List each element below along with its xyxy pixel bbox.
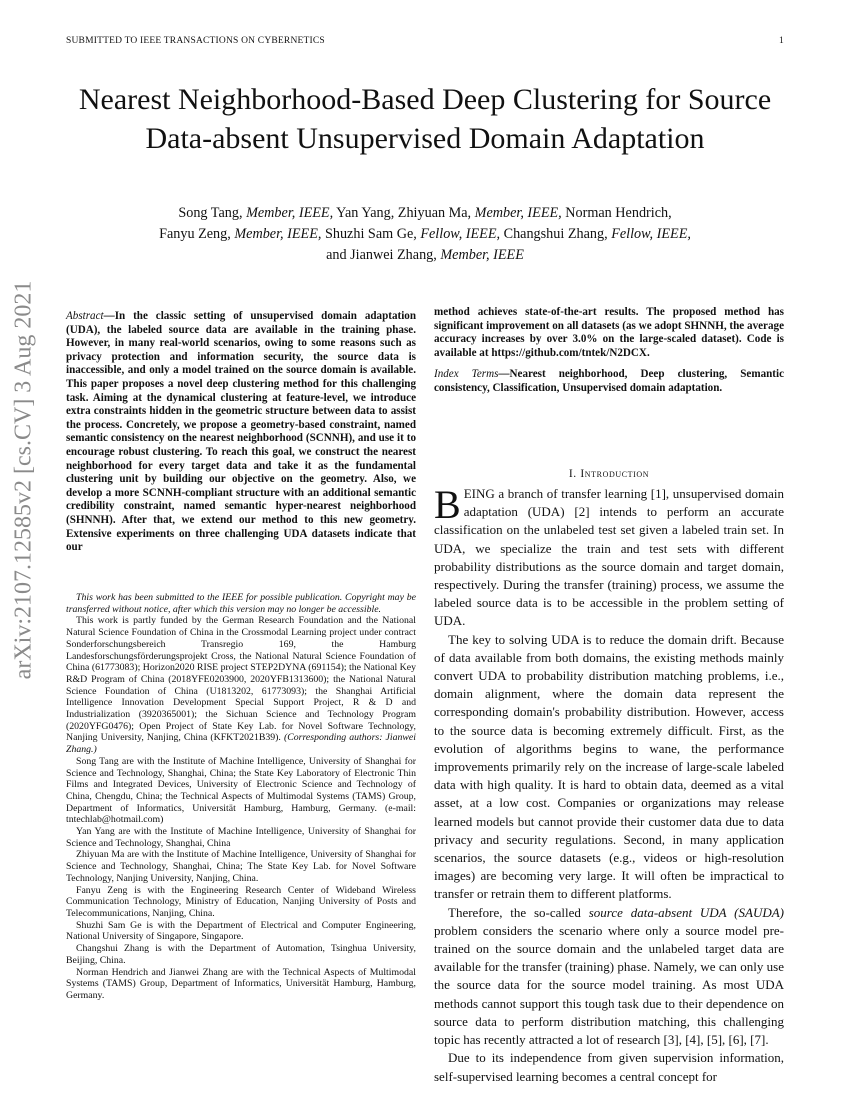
author-line-1 [80,203,770,224]
author-text: Changshui Zhang, [500,226,612,242]
page-number: 1 [779,36,784,46]
author-text: Shuzhi Sam Ge, [321,226,421,242]
author-text: Norman Hendrich, [561,205,672,221]
footnote: Norman Hendrich and Jianwei Zhang are with the Technical Aspects of Multimodal Systems (TAMS) Group, Department of Informatics, Universität Hamburg, Hamburg, Germany. [66,966,416,1001]
paper-title: Nearest Neighborhood-Based Deep Clustering for Source Data-absent Unsupervised Domain Adaptation [78,83,772,155]
emphasis-term: source data-absent UDA (SAUDA) [588,904,784,920]
author-text: Fanyu Zeng, [159,226,235,242]
author-text: Song Tang, [178,205,247,221]
introduction-body [434,482,784,1086]
paragraph [434,482,784,631]
running-header [66,36,784,46]
abstract-label: Abstract [66,310,104,322]
author-membership: Member, IEEE [440,247,524,263]
author-text: Yan Yang, Zhiyuan Ma, [333,205,475,221]
author-line-2 [80,224,770,245]
section-title: Introduction [580,467,650,480]
footnote-text: This work is partly funded by the German Research Foundation and the National Natural Science Foundation of China in the Crossmodal Learning project under contract Sonderforschungsbereich Transregio 169, the Hamburg Landesforschungsförderungsprojekt Cross, the National Natural Science Foundation of China (61773083); Horizon2020 RISE project STEP2DYNA (691154); the National Key R&D Program of China (2018YFE0203900, 2020YFB1313600); the National Natural Science Foundation of China (U1813202, 61773093); the Shanghai Artificial Intelligence Innovation Development Special Support Project, R & D and Industrialization (3920365001); the Sichuan Science and Technology Program (2020YFG0476); Open Project of State Key Lab. for Novel Software Technology, Nanjing University, Nanjing, China (KFKT2021B39). [66,615,416,744]
drop-cap: B [434,482,461,527]
author-membership: Fellow, IEEE, [611,226,691,242]
abstract-continued [434,306,784,396]
author-text: and Jianwei Zhang, [326,247,441,263]
paragraph-text: Therefore, the so-called [448,904,589,920]
index-terms [434,368,784,395]
footnote [66,615,416,755]
index-terms-label: Index Terms [434,368,499,381]
footnote: This work has been submitted to the IEEE for possible publication. Copyright may be transferred without notice, after which this version may no longer be accessible. [66,592,416,615]
abstract [66,310,416,555]
paragraph: Due to its independence from given supervision information, self-supervised learning becomes a central concept for [434,1050,784,1084]
author-membership: Member, IEEE, [246,205,334,221]
author-line-3 [80,245,770,266]
footnote: Fanyu Zeng is with the Engineering Research Center of Wideband Wireless Communication Technology, Ministry of Education, Nanjing University of Posts and Telecommunications, Nanjing, China. [66,884,416,919]
abstract-text-continued: method achieves state-of-the-art results. The proposed method has significant improvement on all datasets (as we adopt SHNNH, the average accuracy increases by over 3.0% on the large-scaled dataset). Code is available at https://github.com/tntek/N2DCX. [434,306,784,359]
paragraph-text: problem considers the scenario where only a source model pre-trained on the source domain and the unlabeled target data are available for the transfer (training) phase. Namely, we can only use the source data for the source model training. As most UDA methods cannot support this tough task due to their dependence on source data to perform distribution matching, this challenging topic has recently attracted a lot of research [3], [4], [5], [6], [7]. [434,922,784,1048]
index-terms-text: —Nearest neighborhood, Deep clustering, Semantic consistency, Classification, Unsupervised domain adaptation. [434,368,784,394]
corresponding-author-note: (Corresponding authors: Jianwei Zhang.) [66,732,417,756]
arxiv-side-stamp [4,280,44,680]
footnote: Yan Yang are with the Institute of Machine Intelligence, University of Shanghai for Science and Technology, Shanghai, China [66,826,416,849]
abstract-text: —In the classic setting of unsupervised domain adaptation (UDA), the labeled source data are available in the training phase. However, in many real-world scenarios, owing to some reasons such as privacy protection and information security, the source data is inaccessible, and only a model trained on the source domain is available. This paper proposes a novel deep clustering method for this challenging task. Aiming at the dynamical clustering at feature-level, we introduce extra constraints hidden in the geometric structure between data to assist the process. Concretely, we propose a geometry-based constraint, named semantic consistency on the nearest neighborhood (SCNNH), and use it to encourage robust clustering. To reach this goal, we construct the nearest neighborhood for every target data and take it as the fundamental clustering unit by building our objective on the geometry. Also, we develop a more SCNNH-compliant structure with an additional semantic credibility constraint, named semantic hyper-nearest neighborhood (SHNNH). After that, we extend our method to this new geometry. Extensive experiments on three challenging UDA datasets indicate that our [66,310,416,554]
footnote: Changshui Zhang is with the Department of Automation, Tsinghua University, Beijing, China. [66,943,416,966]
footnotes [66,592,416,1002]
author-list [80,203,770,266]
footnote: Zhiyuan Ma are with the Institute of Machine Intelligence, University of Shanghai for Science and Technology, Shanghai, China; The State Key Lab. for Novel Software Technology, Nanjing University, Nanjing, China. [66,849,416,884]
author-membership: Member, IEEE, [474,205,562,221]
arxiv-identifier: arXiv:2107.12585v2 [cs.CV] 3 Aug 2021 [10,280,37,680]
paragraph-text: EING a branch of transfer learning [1], unsupervised domain adaptation (UDA) [2] intends to perform an accurate classification on the unlabeled test set given a labeled train set. In UDA, we specialize the train and test sets with different probability distributions as the source domain and target domain, respectively. During the transfer (training) process, we assume the labeled source data is to be accessible in the problem setting of UDA. [434,486,784,629]
paragraph [434,904,784,1050]
section-heading [434,467,784,480]
footnote: Song Tang are with the Institute of Machine Intelligence, University of Shanghai for Science and Technology, Shanghai, China; the State Key Laboratory of Electronic Thin Films and Integrated Devices, University of Electronic Science and Technology of China, Chengdu, China; the Technical Aspects of Multimodal Systems (TAMS) Group, Department of Informatics, Universität Hamburg, Hamburg, Germany. (e-mail: tntechlab@hotmail.com) [66,755,416,826]
author-membership: Member, IEEE, [234,226,322,242]
footnote: Shuzhi Sam Ge is with the Department of Electrical and Computer Engineering, National University of Singapore, Singapore. [66,919,416,943]
author-membership: Fellow, IEEE, [420,226,501,242]
running-title: SUBMITTED TO IEEE TRANSACTIONS ON CYBERNETICS [66,36,325,46]
section-number: I. [568,467,577,480]
paragraph: The key to solving UDA is to reduce the domain drift. Because of data available from both domains, the existing methods mainly convert UDA to probability distribution matching problems, i.e., domain alignment, where the domain data represent the corresponding domain's probability distribution. However, access to the source data is becoming extremely difficult. First, as the evolution of algorithms begins to wane, the performance improvements primarily rely on the increase of large-scale labeled data with high quality. It is hard to obtain data, deemed as a vital asset, at a low cost. Companies or organizations may release learned models but cannot provide their customer data due to data privacy and security regulations. Second, in many application scenarios, the source datasets (e.g., videos or high-resolution images) are becoming very large. It will often be impractical to transfer or retrain them to different platforms. [434,631,784,902]
